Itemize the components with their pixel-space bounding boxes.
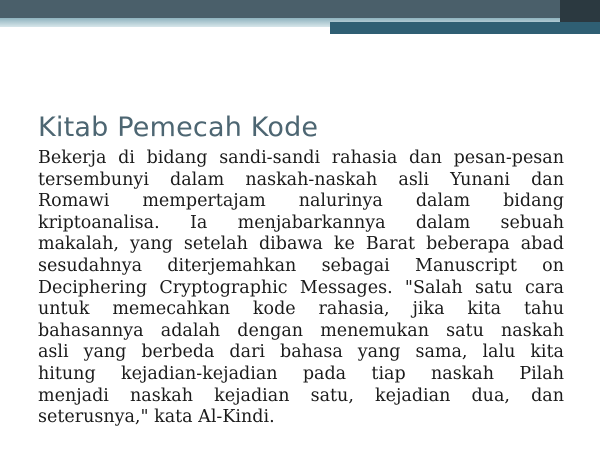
body-line: Bekerja di bidang sandi-sandi rahasia dan pesan-pesan: [38, 148, 564, 168]
body-line: asli yang berbeda dari bahasa yang sama, lalu kita: [38, 342, 564, 363]
body-line: untuk memecahkan kode rahasia, jika kita tahu: [38, 299, 564, 320]
body-line: menjadi naskah kejadian satu, kejadian dua, dan: [38, 385, 564, 406]
body-line: sesudahnya diterjemahkan sebagai Manuscript on: [38, 255, 564, 276]
body-line: Romawi mempertajam nalurinya dalam bidang: [38, 191, 564, 212]
slide-title: Kitab Pemecah Kode: [38, 112, 319, 143]
body-line: hitung kejadian-kejadian pada tiap naskah Pilah: [38, 363, 564, 384]
header-band-accent: [330, 22, 600, 34]
body-line: kriptoanalisa. Ia menjabarkannya dalam sebuah: [38, 212, 564, 233]
body-line: bahasannya adalah dengan menemukan satu naskah: [38, 320, 564, 341]
header-band-corner: [560, 0, 600, 22]
header-band-dark: [0, 0, 600, 20]
body-line: seterusnya," kata Al-Kindi.: [38, 407, 275, 428]
body-line: Deciphering Cryptographic Messages. "Salah satu cara: [38, 277, 564, 298]
slide-body-paragraph: [38, 148, 564, 429]
body-line: tersembunyi dalam naskah-naskah asli Yunani dan: [38, 169, 564, 190]
body-line: makalah, yang setelah dibawa ke Barat beberapa abad: [38, 234, 564, 255]
